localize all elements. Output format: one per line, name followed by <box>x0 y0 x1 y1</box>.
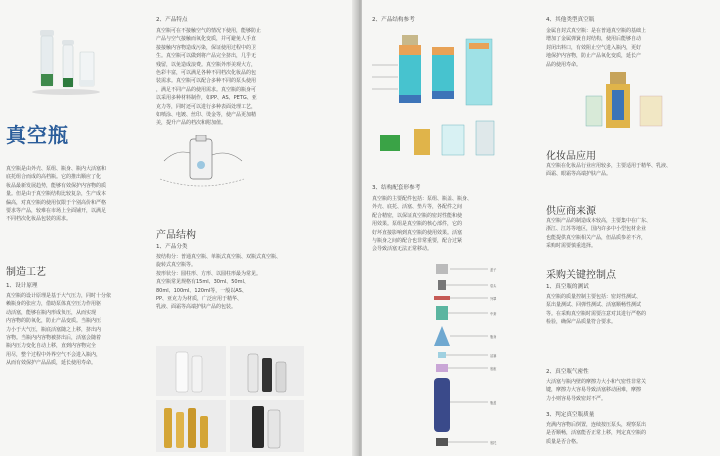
part-label: 瓶盖 <box>490 401 497 405</box>
design-text: 真空瓶的设计原理是基于大气压力，同时十分依 赖瓶身的张应力，借助泵体真空压力作用驱 动活塞，能够在瓶内形成负压，从而实现 内容物的防氧化，防止产品变质。当瓶内压 力小于大气压，瓶底活塞随之上移，挤出内 容物。当瓶内内容物被挤出后，活塞会随着 瓶内压力变化自动上移，直到内容物完全 用尽，整个过程中外界空气不会进入瓶内， 从而有效保护产品品质，延长使用寿命。 <box>6 293 112 367</box>
section-manufacturing: 制造工艺 <box>6 267 46 278</box>
application-text: 真空瓶在化妆品行业应用较多，主要适用于精华、乳液、 面霜、眼霜等高端护肤产品。 <box>546 163 672 178</box>
config-text: 真空瓶的主要配件包括：泵组、瓶盖、瓶身、 外壳、底托、活塞、垫片等，各配件之间 配合精密，以保证真空瓶的密封性能和使 用效果。泵组是真空瓶的核心部件，它的 好坏直接影响到真空瓶的使用效果。活塞 与瓶身之间的配合也非常重要，配合过紧 会导致活塞无法正常移动。 <box>372 196 473 253</box>
subsection-design: 1、设计原理 <box>6 283 38 289</box>
column-1 <box>0 0 138 456</box>
part-label: 活塞 <box>490 354 497 358</box>
section-procurement-control: 采购关键控制点 <box>546 270 616 281</box>
page-title: 真空瓶 <box>6 123 69 147</box>
part-label: 底托 <box>490 441 497 445</box>
intro-text: 真空瓶是由外壳、泵组、瓶身、瓶内大活塞和 底托组合而成的高档瓶。它的推出顺应了化 妆品最新发展趋势，能够有效保护内容物的质 量。但是由于真空瓶结构比较复杂，生产成本 偏高，对真空瓶的使用仅限于个别高价和严格 要求等产品，较难在市场上全面铺开，以满足 不同档次化妆品包装的需求。 <box>6 166 107 223</box>
classification-text: 按结构分：普通真空瓶、单瓶式真空瓶、双瓶式真空瓶、 旋转式真空瓶等。 按形状分：圆柱形、方形、以圆柱形最为常见。 真空瓶常见规格有15ml、30ml、50ml、 80ml、100ml、120ml等，一般以AS、 PP、亚克力为材质，广泛应用于精华、 乳液、面霜等高端护肤产品的包装。 <box>156 254 282 311</box>
left-page <box>0 0 358 456</box>
section-cosmetic-application: 化妆品应用 <box>546 151 596 162</box>
subsection-classification: 1、产品分类 <box>156 244 188 250</box>
section-structure: 产品结构 <box>156 230 196 241</box>
vacuum-bottles-photo <box>18 22 114 106</box>
subsection-airtightness: 2、真空瓶气密性 <box>546 369 589 375</box>
subsection-structure-ref: 2、产品结构参考 <box>372 17 415 23</box>
part-label: 底座 <box>490 367 497 371</box>
usage-sketch <box>156 135 248 193</box>
right-page <box>362 0 720 456</box>
exploded-parts-diagram <box>396 262 536 452</box>
self-sealing-diagram <box>582 72 672 130</box>
column-2 <box>152 0 330 456</box>
features-text: 真空瓶可在不接触空气的情况下使用，能够防止 产品与空气接触而氧化变质，并可避免人手直 接接触内容物造成污染，保证使用过程中的卫 生。真空瓶可以做到将产品完全挤出，几乎无 残留，以免造成浪费。真空瓶外形美观大方， 色彩丰富，可以满足各种不同档次化妆品的包 装需求。真空瓶可以配合多种不同的泵头使用 ，满足不同产品的使用需求。真空瓶的瓶身可 以采用多种材料制作，如PP、AS、PETG、亚 克力等，同时还可以进行多种表面处理工艺， 如喷涂、电镀、丝印、烫金等，使产品更加精 美，提升产品的档次和附加值。 <box>156 28 262 127</box>
suppliers-text: 真空瓶产品的制造成本较高，主要集中在广东、 浙江、江苏等地区，国内许多中小型包材企业 也能提供真空瓶相关产品，但品质参差不齐， 采购时需要慎重选择。 <box>546 218 652 250</box>
column-4 <box>542 0 714 456</box>
other-types-text: 金属自封式真空瓶：是在普通真空瓶的基础上 增加了金属弹簧自封结构，使用后能够自动 封闭出料口，有效阻止空气进入瓶内，更好 地保护内容物，防止产品氧化变质，延长产 品的使用寿命。 <box>546 28 647 68</box>
subsection-features: 2、产品特点 <box>156 17 188 23</box>
product-photos <box>156 346 304 452</box>
column-3 <box>366 0 536 456</box>
part-label: 盖子 <box>490 268 497 272</box>
testing-text: 真空瓶的质量控制主要包括：密封性测试、 泵出量测试、回弹性测试、活塞顺畅性测试 等。在采购真空瓶时需要注意对其进行严格的 检验，确保产品质量符合要求。 <box>546 294 647 326</box>
subsection-other-types: 4、其他类型真空瓶 <box>546 17 595 23</box>
part-label: 中套 <box>490 312 497 316</box>
subsection-testing: 1、真空瓶的测试 <box>546 284 589 290</box>
subsection-quality: 3、判定真空瓶质量 <box>546 412 595 418</box>
quality-text: 充满内容物后倒置，连续按压泵头，观察泵出 是否顺畅，活塞能否正常上移，判定真空瓶的 质量是否合格。 <box>546 422 647 445</box>
section-suppliers: 供应商来源 <box>546 206 596 217</box>
subsection-config-ref: 3、结构配套形参考 <box>372 185 421 191</box>
structure-diagram <box>372 25 522 175</box>
airtightness-text: 大活塞与瓶内壁的摩擦力大小和气密性非常关 键，摩擦力大容易导致活塞移动困难，摩擦 力小则容易导致密封不严。 <box>546 379 647 402</box>
part-label: 瓶身 <box>490 335 497 339</box>
part-label: 泵头 <box>490 284 497 288</box>
part-label: 外罩 <box>490 297 497 301</box>
